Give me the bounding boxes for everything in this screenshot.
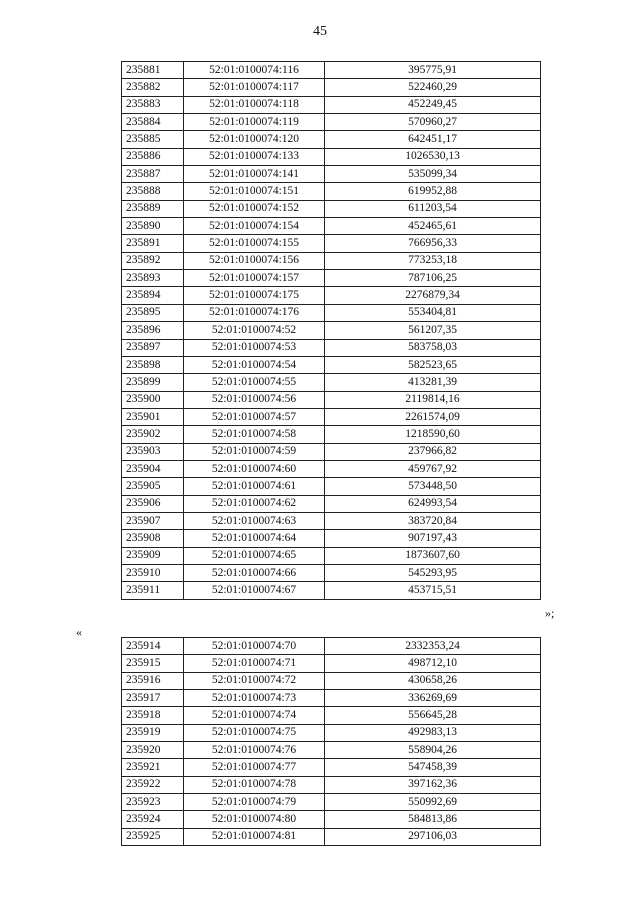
value-cell: 535099,34 — [325, 166, 541, 183]
table-row — [122, 582, 541, 599]
cadastral-number-cell: 52:01:0100074:79 — [184, 794, 325, 811]
table-row — [122, 218, 541, 235]
cadastral-number-cell: 52:01:0100074:152 — [184, 200, 325, 217]
value-cell: 907197,43 — [325, 530, 541, 547]
row-id-cell: 235910 — [122, 564, 184, 581]
row-id-cell: 235905 — [122, 478, 184, 495]
value-cell: 459767,92 — [325, 460, 541, 477]
cadastral-number-cell: 52:01:0100074:55 — [184, 374, 325, 391]
row-id-cell: 235885 — [122, 131, 184, 148]
value-cell: 498712,10 — [325, 655, 541, 672]
value-cell: 619952,88 — [325, 183, 541, 200]
table-2-body — [122, 638, 541, 846]
cadastral-number-cell: 52:01:0100074:116 — [184, 62, 325, 79]
table-row — [122, 742, 541, 759]
cadastral-number-cell: 52:01:0100074:156 — [184, 252, 325, 269]
cadastral-number-cell: 52:01:0100074:58 — [184, 426, 325, 443]
value-cell: 2332353,24 — [325, 638, 541, 655]
value-cell: 2119814,16 — [325, 391, 541, 408]
row-id-cell: 235921 — [122, 759, 184, 776]
value-cell: 553404,81 — [325, 304, 541, 321]
table-row — [122, 512, 541, 529]
row-id-cell: 235893 — [122, 270, 184, 287]
cadastral-number-cell: 52:01:0100074:176 — [184, 304, 325, 321]
row-id-cell: 235911 — [122, 582, 184, 599]
cadastral-number-cell: 52:01:0100074:120 — [184, 131, 325, 148]
value-cell: 558904,26 — [325, 742, 541, 759]
value-cell: 2261574,09 — [325, 408, 541, 425]
table-row — [122, 114, 541, 131]
row-id-cell: 235883 — [122, 96, 184, 113]
value-cell: 413281,39 — [325, 374, 541, 391]
row-id-cell: 235891 — [122, 235, 184, 252]
value-cell: 383720,84 — [325, 512, 541, 529]
cadastral-number-cell: 52:01:0100074:70 — [184, 638, 325, 655]
table-row — [122, 270, 541, 287]
row-id-cell: 235886 — [122, 148, 184, 165]
row-id-cell: 235906 — [122, 495, 184, 512]
table-1-body — [122, 62, 541, 600]
closing-quote-mark: »; — [545, 606, 555, 620]
value-cell: 453715,51 — [325, 582, 541, 599]
value-cell: 452465,61 — [325, 218, 541, 235]
cadastral-number-cell: 52:01:0100074:133 — [184, 148, 325, 165]
cadastral-number-cell: 52:01:0100074:151 — [184, 183, 325, 200]
value-cell: 550992,69 — [325, 794, 541, 811]
table-row — [122, 166, 541, 183]
table-row — [122, 495, 541, 512]
cadastral-number-cell: 52:01:0100074:67 — [184, 582, 325, 599]
row-id-cell: 235907 — [122, 512, 184, 529]
row-id-cell: 235888 — [122, 183, 184, 200]
row-id-cell: 235884 — [122, 114, 184, 131]
table-row — [122, 200, 541, 217]
table-row — [122, 638, 541, 655]
row-id-cell: 235897 — [122, 339, 184, 356]
value-cell: 787106,25 — [325, 270, 541, 287]
row-id-cell: 235922 — [122, 776, 184, 793]
row-id-cell: 235894 — [122, 287, 184, 304]
table-row — [122, 460, 541, 477]
row-id-cell: 235919 — [122, 724, 184, 741]
row-id-cell: 235916 — [122, 672, 184, 689]
data-table-1 — [121, 61, 541, 600]
value-cell: 336269,69 — [325, 690, 541, 707]
data-table-2 — [121, 637, 541, 846]
row-id-cell: 235889 — [122, 200, 184, 217]
value-cell: 452249,45 — [325, 96, 541, 113]
value-cell: 237966,82 — [325, 443, 541, 460]
cadastral-number-cell: 52:01:0100074:63 — [184, 512, 325, 529]
cadastral-number-cell: 52:01:0100074:78 — [184, 776, 325, 793]
cadastral-number-cell: 52:01:0100074:61 — [184, 478, 325, 495]
cadastral-number-cell: 52:01:0100074:175 — [184, 287, 325, 304]
value-cell: 545293,95 — [325, 564, 541, 581]
table-row — [122, 672, 541, 689]
row-id-cell: 235914 — [122, 638, 184, 655]
cadastral-number-cell: 52:01:0100074:74 — [184, 707, 325, 724]
cadastral-number-cell: 52:01:0100074:76 — [184, 742, 325, 759]
table-row — [122, 183, 541, 200]
table-row — [122, 426, 541, 443]
cadastral-number-cell: 52:01:0100074:118 — [184, 96, 325, 113]
cadastral-number-cell: 52:01:0100074:155 — [184, 235, 325, 252]
row-id-cell: 235925 — [122, 828, 184, 845]
cadastral-number-cell: 52:01:0100074:77 — [184, 759, 325, 776]
row-id-cell: 235899 — [122, 374, 184, 391]
cadastral-number-cell: 52:01:0100074:80 — [184, 811, 325, 828]
opening-quote-mark: « — [76, 625, 82, 639]
cadastral-number-cell: 52:01:0100074:52 — [184, 322, 325, 339]
value-cell: 547458,39 — [325, 759, 541, 776]
row-id-cell: 235887 — [122, 166, 184, 183]
cadastral-number-cell: 52:01:0100074:72 — [184, 672, 325, 689]
table-row — [122, 759, 541, 776]
row-id-cell: 235890 — [122, 218, 184, 235]
value-cell: 430658,26 — [325, 672, 541, 689]
value-cell: 611203,54 — [325, 200, 541, 217]
cadastral-number-cell: 52:01:0100074:154 — [184, 218, 325, 235]
value-cell: 582523,65 — [325, 356, 541, 373]
row-id-cell: 235896 — [122, 322, 184, 339]
value-cell: 522460,29 — [325, 79, 541, 96]
value-cell: 584813,86 — [325, 811, 541, 828]
cadastral-number-cell: 52:01:0100074:54 — [184, 356, 325, 373]
cadastral-number-cell: 52:01:0100074:56 — [184, 391, 325, 408]
value-cell: 556645,28 — [325, 707, 541, 724]
table-row — [122, 96, 541, 113]
table-row — [122, 235, 541, 252]
table-row — [122, 408, 541, 425]
table-row — [122, 304, 541, 321]
row-id-cell: 235923 — [122, 794, 184, 811]
cadastral-number-cell: 52:01:0100074:60 — [184, 460, 325, 477]
table-row — [122, 443, 541, 460]
row-id-cell: 235908 — [122, 530, 184, 547]
table-row — [122, 564, 541, 581]
cadastral-number-cell: 52:01:0100074:65 — [184, 547, 325, 564]
cadastral-number-cell: 52:01:0100074:59 — [184, 443, 325, 460]
row-id-cell: 235902 — [122, 426, 184, 443]
table-row — [122, 690, 541, 707]
value-cell: 573448,50 — [325, 478, 541, 495]
table-row — [122, 776, 541, 793]
cadastral-number-cell: 52:01:0100074:73 — [184, 690, 325, 707]
value-cell: 642451,17 — [325, 131, 541, 148]
table-row — [122, 79, 541, 96]
table-row — [122, 724, 541, 741]
value-cell: 297106,03 — [325, 828, 541, 845]
cadastral-number-cell: 52:01:0100074:64 — [184, 530, 325, 547]
table-row — [122, 828, 541, 845]
table-row — [122, 148, 541, 165]
value-cell: 570960,27 — [325, 114, 541, 131]
row-id-cell: 235901 — [122, 408, 184, 425]
table-row — [122, 252, 541, 269]
row-id-cell: 235915 — [122, 655, 184, 672]
row-id-cell: 235904 — [122, 460, 184, 477]
value-cell: 583758,03 — [325, 339, 541, 356]
cadastral-number-cell: 52:01:0100074:71 — [184, 655, 325, 672]
value-cell: 492983,13 — [325, 724, 541, 741]
value-cell: 561207,35 — [325, 322, 541, 339]
value-cell: 2276879,34 — [325, 287, 541, 304]
table-row — [122, 287, 541, 304]
table-row — [122, 62, 541, 79]
table-row — [122, 794, 541, 811]
cadastral-number-cell: 52:01:0100074:81 — [184, 828, 325, 845]
row-id-cell: 235924 — [122, 811, 184, 828]
row-id-cell: 235895 — [122, 304, 184, 321]
table-row — [122, 811, 541, 828]
row-id-cell: 235881 — [122, 62, 184, 79]
value-cell: 624993,54 — [325, 495, 541, 512]
table-row — [122, 707, 541, 724]
cadastral-number-cell: 52:01:0100074:117 — [184, 79, 325, 96]
row-id-cell: 235909 — [122, 547, 184, 564]
value-cell: 1873607,60 — [325, 547, 541, 564]
row-id-cell: 235920 — [122, 742, 184, 759]
value-cell: 1026530,13 — [325, 148, 541, 165]
table-row — [122, 478, 541, 495]
value-cell: 1218590,60 — [325, 426, 541, 443]
value-cell: 766956,33 — [325, 235, 541, 252]
row-id-cell: 235900 — [122, 391, 184, 408]
cadastral-number-cell: 52:01:0100074:119 — [184, 114, 325, 131]
table-row — [122, 339, 541, 356]
cadastral-number-cell: 52:01:0100074:75 — [184, 724, 325, 741]
table-row — [122, 374, 541, 391]
cadastral-number-cell: 52:01:0100074:62 — [184, 495, 325, 512]
row-id-cell: 235918 — [122, 707, 184, 724]
row-id-cell: 235898 — [122, 356, 184, 373]
table-row — [122, 322, 541, 339]
row-id-cell: 235882 — [122, 79, 184, 96]
row-id-cell: 235903 — [122, 443, 184, 460]
cadastral-number-cell: 52:01:0100074:53 — [184, 339, 325, 356]
table-row — [122, 655, 541, 672]
table-row — [122, 391, 541, 408]
page-number: 45 — [313, 24, 327, 39]
cadastral-number-cell: 52:01:0100074:141 — [184, 166, 325, 183]
table-row — [122, 547, 541, 564]
table-row — [122, 356, 541, 373]
cadastral-number-cell: 52:01:0100074:57 — [184, 408, 325, 425]
row-id-cell: 235917 — [122, 690, 184, 707]
cadastral-number-cell: 52:01:0100074:66 — [184, 564, 325, 581]
cadastral-number-cell: 52:01:0100074:157 — [184, 270, 325, 287]
table-row — [122, 131, 541, 148]
value-cell: 395775,91 — [325, 62, 541, 79]
row-id-cell: 235892 — [122, 252, 184, 269]
value-cell: 773253,18 — [325, 252, 541, 269]
value-cell: 397162,36 — [325, 776, 541, 793]
table-row — [122, 530, 541, 547]
